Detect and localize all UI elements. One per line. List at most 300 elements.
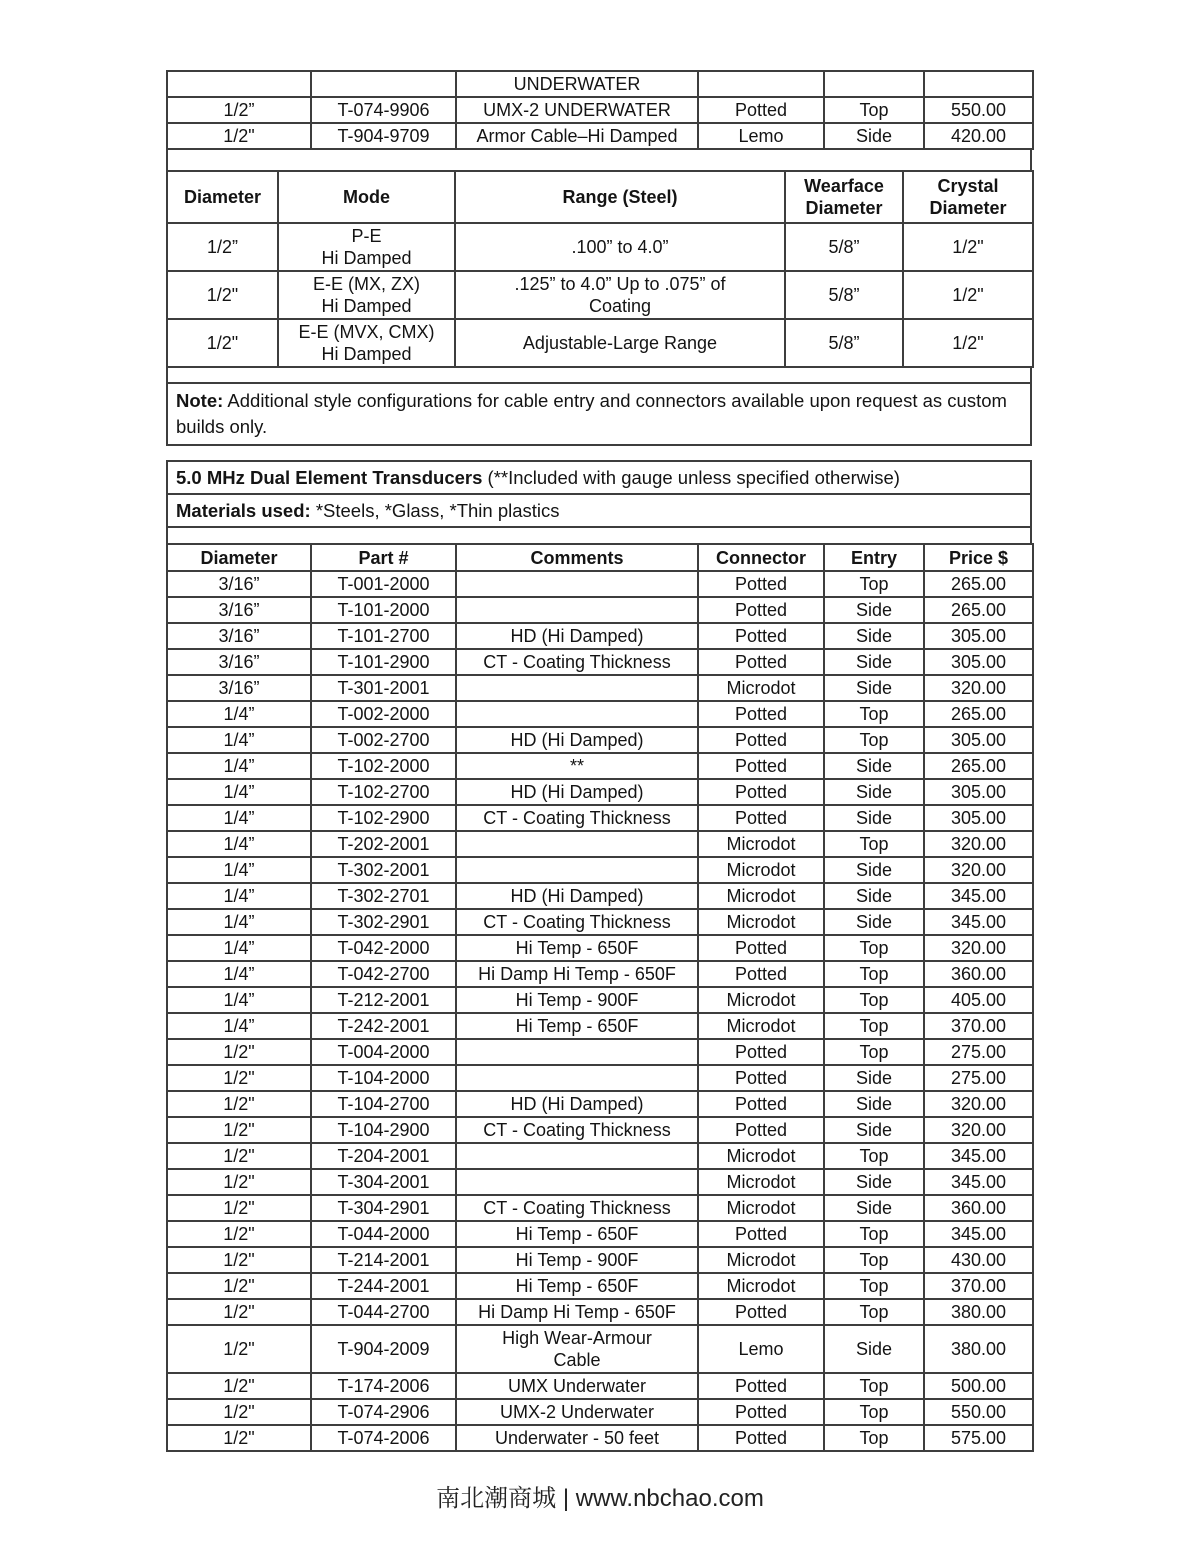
table-cell: 1/2" [903, 223, 1033, 271]
table-cell [456, 857, 698, 883]
table-cell: 1/2" [903, 319, 1033, 367]
table-cell [456, 701, 698, 727]
table-cell: Top [824, 961, 924, 987]
table-row [167, 909, 1033, 935]
table-cell: 1/4” [167, 935, 311, 961]
table-cell: Potted [698, 97, 824, 123]
table-cell: Potted [698, 727, 824, 753]
table-cell: 275.00 [924, 1065, 1033, 1091]
table-cell: T-302-2701 [311, 883, 456, 909]
table-cell: T-074-2906 [311, 1399, 456, 1425]
table-cell: Side [824, 123, 924, 149]
column-header: Price $ [924, 544, 1033, 571]
table-cell: Side [824, 1195, 924, 1221]
table-cell: 3/16” [167, 597, 311, 623]
table-header-row [167, 171, 1033, 223]
table-cell: T-002-2700 [311, 727, 456, 753]
table-cell: UMX-2 UNDERWATER [456, 97, 698, 123]
table-cell: T-102-2000 [311, 753, 456, 779]
table-row [167, 123, 1033, 149]
table-row [167, 97, 1033, 123]
table-row [167, 1013, 1033, 1039]
note-box [166, 382, 1032, 446]
table-cell: Top [824, 1221, 924, 1247]
column-header: Connector [698, 544, 824, 571]
table-cell: Top [824, 1273, 924, 1299]
table-cell: T-042-2000 [311, 935, 456, 961]
table-cell: Top [824, 831, 924, 857]
table-row [167, 727, 1033, 753]
table-row [167, 1169, 1033, 1195]
table-cell: 320.00 [924, 935, 1033, 961]
table-cell: T-242-2001 [311, 1013, 456, 1039]
table-cell: Side [824, 1117, 924, 1143]
table-cell: 1/4” [167, 857, 311, 883]
table-cell: Lemo [698, 1325, 824, 1373]
table-cell: Side [824, 779, 924, 805]
section-materials-row [166, 493, 1032, 528]
table-row [167, 319, 1033, 367]
note-label: Note: [176, 390, 224, 411]
table-cell: T-904-9709 [311, 123, 456, 149]
table-cell: 3/16” [167, 571, 311, 597]
table-cell [311, 71, 456, 97]
table-cell: T-074-9906 [311, 97, 456, 123]
table-cell: Side [824, 1169, 924, 1195]
table-cell: Side [824, 753, 924, 779]
table-cell: Potted [698, 701, 824, 727]
table-cell: 430.00 [924, 1247, 1033, 1273]
table-cell: 1/2" [167, 1065, 311, 1091]
footer-watermark: 南北潮商城 | www.nbchao.com [436, 1485, 764, 1512]
table-cell: 1/4” [167, 701, 311, 727]
table-cell: T-214-2001 [311, 1247, 456, 1273]
table-cell: 1/2" [167, 1425, 311, 1451]
table-cell: HD (Hi Damped) [456, 883, 698, 909]
table-cell: Top [824, 1399, 924, 1425]
table-cell: 360.00 [924, 1195, 1033, 1221]
table-cell: T-104-2700 [311, 1091, 456, 1117]
table-cell: T-001-2000 [311, 571, 456, 597]
table-cell: 1/4” [167, 753, 311, 779]
table-cell: Side [824, 1065, 924, 1091]
table-cell: ** [456, 753, 698, 779]
table-cell: 1/4” [167, 961, 311, 987]
table-cell: 1/4” [167, 779, 311, 805]
table-cell: HD (Hi Damped) [456, 779, 698, 805]
table-cell: Side [824, 649, 924, 675]
table-cell: 320.00 [924, 831, 1033, 857]
table-cell: 1/2" [167, 1299, 311, 1325]
table-cell: Hi Temp - 900F [456, 987, 698, 1013]
table-cell: 1/4” [167, 987, 311, 1013]
table-row [167, 1399, 1033, 1425]
table-cell: Microdot [698, 909, 824, 935]
table-cell: 575.00 [924, 1425, 1033, 1451]
table-cell: 305.00 [924, 727, 1033, 753]
table-cell: Potted [698, 1091, 824, 1117]
table-cell: 320.00 [924, 1091, 1033, 1117]
table-cell: 1/2" [167, 1399, 311, 1425]
table-cell: 380.00 [924, 1325, 1033, 1373]
table-cell: T-102-2700 [311, 779, 456, 805]
table-cell: UMX-2 Underwater [456, 1399, 698, 1425]
table-cell: 265.00 [924, 571, 1033, 597]
table-cell: Potted [698, 623, 824, 649]
table-cell: 305.00 [924, 805, 1033, 831]
table-cell: 305.00 [924, 649, 1033, 675]
underwater-continuation-table [166, 70, 1034, 150]
table-cell: HD (Hi Damped) [456, 727, 698, 753]
table-cell: Potted [698, 649, 824, 675]
table-cell: Side [824, 597, 924, 623]
table-cell: 420.00 [924, 123, 1033, 149]
table-cell [167, 71, 311, 97]
table-cell: Microdot [698, 1247, 824, 1273]
table-cell: 1/4” [167, 805, 311, 831]
table-cell: Underwater - 50 feet [456, 1425, 698, 1451]
table-cell: 3/16” [167, 675, 311, 701]
table-cell: 1/4” [167, 1013, 311, 1039]
table-cell: T-044-2000 [311, 1221, 456, 1247]
table-cell: Top [824, 1425, 924, 1451]
table-row [167, 223, 1033, 271]
column-header: Entry [824, 544, 924, 571]
table-cell: 305.00 [924, 779, 1033, 805]
table-cell: 5/8” [785, 271, 903, 319]
table-cell: 1/2" [167, 1373, 311, 1399]
table-cell: 500.00 [924, 1373, 1033, 1399]
table-cell: Microdot [698, 883, 824, 909]
table-cell [456, 571, 698, 597]
table-row [167, 1065, 1033, 1091]
table-cell: Hi Temp - 650F [456, 1273, 698, 1299]
table-row [167, 597, 1033, 623]
table-cell: Potted [698, 1039, 824, 1065]
table-cell: UMX Underwater [456, 1373, 698, 1399]
table-cell: 1/4” [167, 883, 311, 909]
table-cell: 1/2" [167, 1325, 311, 1373]
table-cell: Hi Temp - 650F [456, 1221, 698, 1247]
table-cell: Potted [698, 1117, 824, 1143]
table-cell: .125” to 4.0” Up to .075” of Coating [455, 271, 785, 319]
table-cell: High Wear-Armour Cable [456, 1325, 698, 1373]
table-cell: P-E Hi Damped [278, 223, 455, 271]
table-cell: Microdot [698, 831, 824, 857]
mode-range-table [166, 170, 1034, 368]
table-cell: 265.00 [924, 597, 1033, 623]
table-cell: 5/8” [785, 223, 903, 271]
table-cell: Potted [698, 597, 824, 623]
table-cell: 1/2" [903, 271, 1033, 319]
table-cell: 345.00 [924, 1143, 1033, 1169]
table-cell: E-E (MVX, CMX) Hi Damped [278, 319, 455, 367]
table-cell: 320.00 [924, 675, 1033, 701]
section-title-suffix: (**Included with gauge unless specified otherwise) [482, 467, 900, 488]
table-cell: Lemo [698, 123, 824, 149]
table-cell: Microdot [698, 675, 824, 701]
column-header: Diameter [167, 544, 311, 571]
table-row [167, 649, 1033, 675]
table-row [167, 779, 1033, 805]
table-cell [456, 597, 698, 623]
table-row [167, 1325, 1033, 1373]
table-cell: 1/2" [167, 1195, 311, 1221]
table-cell: 3/16” [167, 649, 311, 675]
table-cell: Side [824, 857, 924, 883]
table-cell: T-304-2901 [311, 1195, 456, 1221]
table-cell: Side [824, 1091, 924, 1117]
table-cell: 265.00 [924, 753, 1033, 779]
table-cell: 5/8” [785, 319, 903, 367]
table-cell: T-104-2000 [311, 1065, 456, 1091]
table-cell: 405.00 [924, 987, 1033, 1013]
table-cell: T-102-2900 [311, 805, 456, 831]
table-cell: Top [824, 1299, 924, 1325]
table-row [167, 1299, 1033, 1325]
table-cell: Top [824, 1143, 924, 1169]
table-row [167, 1273, 1033, 1299]
table-cell: Microdot [698, 1143, 824, 1169]
table-cell: Hi Temp - 650F [456, 1013, 698, 1039]
table-row [167, 935, 1033, 961]
table-cell: 1/2” [167, 223, 278, 271]
table-cell: CT - Coating Thickness [456, 805, 698, 831]
table-cell: 1/2" [167, 123, 311, 149]
table-cell: Side [824, 623, 924, 649]
table-cell: Hi Damp Hi Temp - 650F [456, 961, 698, 987]
table-cell: CT - Coating Thickness [456, 649, 698, 675]
materials-label: Materials used: [176, 500, 311, 521]
table-row [167, 1425, 1033, 1451]
table-cell: T-101-2700 [311, 623, 456, 649]
table-cell: Adjustable-Large Range [455, 319, 785, 367]
table-cell: T-304-2001 [311, 1169, 456, 1195]
table-cell: 320.00 [924, 1117, 1033, 1143]
table-row [167, 271, 1033, 319]
table-cell: 1/4” [167, 909, 311, 935]
table-cell: Top [824, 1039, 924, 1065]
table-cell: 345.00 [924, 909, 1033, 935]
table-cell: CT - Coating Thickness [456, 1117, 698, 1143]
table-cell: T-074-2006 [311, 1425, 456, 1451]
table-cell: 1/2" [167, 1169, 311, 1195]
table-cell: Microdot [698, 857, 824, 883]
page-content [166, 70, 1036, 1452]
table-cell: 1/2" [167, 1039, 311, 1065]
table-cell: Potted [698, 1221, 824, 1247]
table-cell: T-301-2001 [311, 675, 456, 701]
table-cell: Potted [698, 805, 824, 831]
table-cell: Side [824, 1325, 924, 1373]
table-cell: CT - Coating Thickness [456, 1195, 698, 1221]
table-cell [456, 1039, 698, 1065]
table-cell: Potted [698, 935, 824, 961]
table-cell: 1/2" [167, 319, 278, 367]
table-cell: T-004-2000 [311, 1039, 456, 1065]
table-cell [456, 1143, 698, 1169]
table-cell: Potted [698, 1425, 824, 1451]
table-cell: 1/2" [167, 1091, 311, 1117]
table-cell: 1/2" [167, 271, 278, 319]
table-cell: 275.00 [924, 1039, 1033, 1065]
table-cell: Armor Cable–Hi Damped [456, 123, 698, 149]
table-cell: 370.00 [924, 1013, 1033, 1039]
table-row [167, 675, 1033, 701]
table-cell: Top [824, 571, 924, 597]
table-cell [456, 831, 698, 857]
table-cell: Top [824, 1013, 924, 1039]
table-spacer-row [166, 528, 1032, 543]
table-cell: Top [824, 935, 924, 961]
table-spacer-row [166, 368, 1032, 382]
table-cell: T-101-2000 [311, 597, 456, 623]
column-header: Comments [456, 544, 698, 571]
table-cell: 370.00 [924, 1273, 1033, 1299]
table-cell: Hi Temp - 650F [456, 935, 698, 961]
note-text: Additional style configurations for cable entry and connectors available upon request as custom builds only. [176, 390, 1007, 437]
table-cell: .100” to 4.0” [455, 223, 785, 271]
table-cell: Side [824, 909, 924, 935]
table-cell: 1/2" [167, 1221, 311, 1247]
table-cell: Top [824, 701, 924, 727]
table-cell: Potted [698, 1065, 824, 1091]
table-cell: Top [824, 1373, 924, 1399]
table-row [167, 623, 1033, 649]
table-spacer-row [166, 150, 1032, 170]
table-cell: Potted [698, 1373, 824, 1399]
table-cell: 1/2" [167, 1143, 311, 1169]
table-cell: 345.00 [924, 1221, 1033, 1247]
table-row [167, 1195, 1033, 1221]
table-cell: T-302-2001 [311, 857, 456, 883]
table-cell: Top [824, 1247, 924, 1273]
table-cell: Side [824, 883, 924, 909]
table-cell: Side [824, 805, 924, 831]
table-cell: 550.00 [924, 1399, 1033, 1425]
table-cell: 3/16” [167, 623, 311, 649]
column-header: Diameter [167, 171, 278, 223]
materials-text: *Steels, *Glass, *Thin plastics [310, 500, 560, 521]
table-cell: Side [824, 675, 924, 701]
table-row [167, 1117, 1033, 1143]
section-title-row [166, 460, 1032, 493]
table-cell [456, 1169, 698, 1195]
table-cell [698, 71, 824, 97]
table-row [167, 1143, 1033, 1169]
table-cell: Potted [698, 1399, 824, 1425]
table-row [167, 987, 1033, 1013]
table-cell: 305.00 [924, 623, 1033, 649]
table-cell: T-174-2006 [311, 1373, 456, 1399]
table-cell: Hi Damp Hi Temp - 650F [456, 1299, 698, 1325]
table-cell: 265.00 [924, 701, 1033, 727]
table-cell: 1/2" [167, 1117, 311, 1143]
table-row [167, 1039, 1033, 1065]
table-cell: T-904-2009 [311, 1325, 456, 1373]
table-cell: 320.00 [924, 857, 1033, 883]
table-cell: Potted [698, 753, 824, 779]
table-cell [456, 1065, 698, 1091]
table-cell: T-042-2700 [311, 961, 456, 987]
table-cell: Potted [698, 961, 824, 987]
table-cell: T-044-2700 [311, 1299, 456, 1325]
table-cell: 1/2” [167, 97, 311, 123]
table-row [167, 753, 1033, 779]
table-cell: Microdot [698, 1169, 824, 1195]
table-cell: 360.00 [924, 961, 1033, 987]
table-row [167, 805, 1033, 831]
table-row [167, 831, 1033, 857]
table-cell: Potted [698, 571, 824, 597]
table-row [167, 961, 1033, 987]
table-cell: Microdot [698, 1273, 824, 1299]
table-row [167, 571, 1033, 597]
table-row [167, 883, 1033, 909]
table-cell: HD (Hi Damped) [456, 1091, 698, 1117]
table-row [167, 1373, 1033, 1399]
table-cell: UNDERWATER [456, 71, 698, 97]
table-cell: Microdot [698, 1013, 824, 1039]
table-cell: 1/4” [167, 727, 311, 753]
price-table [166, 543, 1034, 1452]
table-cell: Top [824, 987, 924, 1013]
table-cell [456, 675, 698, 701]
table-cell: Microdot [698, 987, 824, 1013]
table-cell: 345.00 [924, 883, 1033, 909]
table-cell: HD (Hi Damped) [456, 623, 698, 649]
table-cell: T-002-2000 [311, 701, 456, 727]
table-cell: Potted [698, 1299, 824, 1325]
table-cell: T-302-2901 [311, 909, 456, 935]
table-cell: 380.00 [924, 1299, 1033, 1325]
table-cell: T-101-2900 [311, 649, 456, 675]
column-header: Mode [278, 171, 455, 223]
table-row [167, 701, 1033, 727]
column-header: Part # [311, 544, 456, 571]
table-cell: Top [824, 97, 924, 123]
column-header: Wearface Diameter [785, 171, 903, 223]
table-cell: 345.00 [924, 1169, 1033, 1195]
table-cell: 1/2" [167, 1273, 311, 1299]
section-title: 5.0 MHz Dual Element Transducers [176, 467, 483, 488]
table-cell: T-212-2001 [311, 987, 456, 1013]
table-row [167, 71, 1033, 97]
table-cell [824, 71, 924, 97]
table-cell: Microdot [698, 1195, 824, 1221]
table-cell: T-202-2001 [311, 831, 456, 857]
table-row [167, 857, 1033, 883]
table-cell: Hi Temp - 900F [456, 1247, 698, 1273]
table-cell: T-244-2001 [311, 1273, 456, 1299]
table-header-row [167, 544, 1033, 571]
table-cell: 1/2" [167, 1247, 311, 1273]
table-row [167, 1221, 1033, 1247]
table-cell: 1/4” [167, 831, 311, 857]
table-cell: T-104-2900 [311, 1117, 456, 1143]
table-cell: T-204-2001 [311, 1143, 456, 1169]
column-header: Range (Steel) [455, 171, 785, 223]
column-header: Crystal Diameter [903, 171, 1033, 223]
table-cell: 550.00 [924, 97, 1033, 123]
table-row [167, 1091, 1033, 1117]
whitespace-gap [166, 446, 1032, 460]
table-row [167, 1247, 1033, 1273]
table-cell: Potted [698, 779, 824, 805]
table-cell: E-E (MX, ZX) Hi Damped [278, 271, 455, 319]
table-cell: CT - Coating Thickness [456, 909, 698, 935]
table-cell [924, 71, 1033, 97]
